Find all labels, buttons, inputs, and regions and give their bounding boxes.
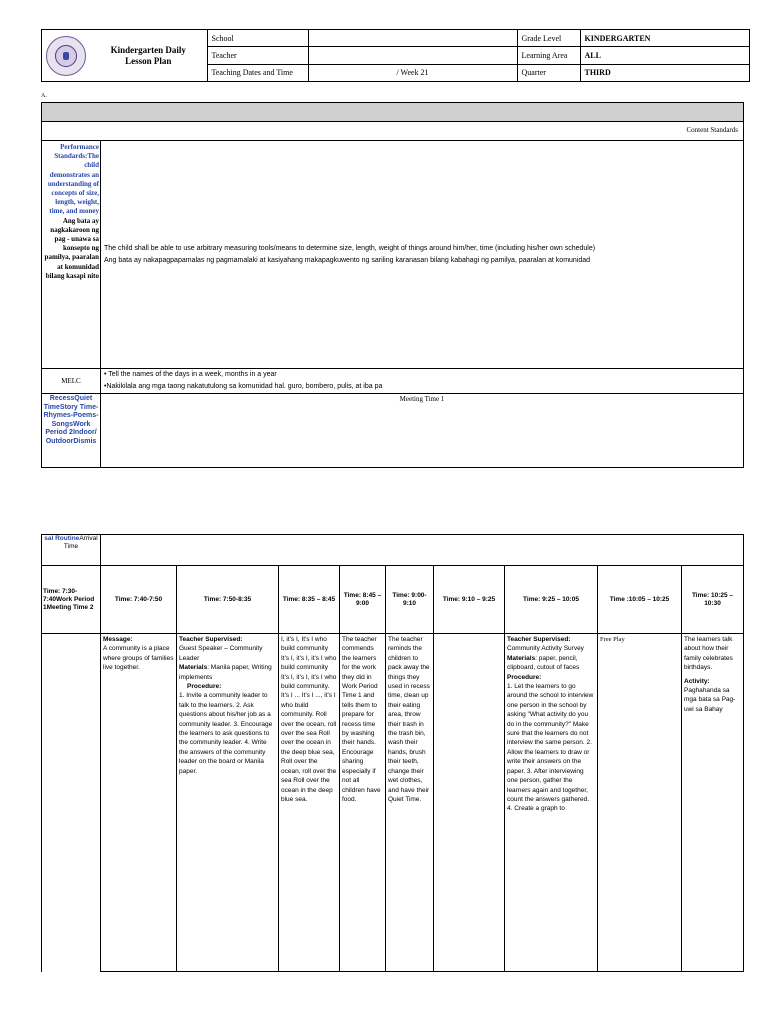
teacher-value [308, 47, 517, 64]
area-label: Learning Area [517, 47, 580, 64]
section-letter: A. [41, 93, 47, 99]
activity-cell-survey: Teacher Supervised: Community Activity Survey Materials: paper, pencil, clipboard, cutout of faces Procedure: 1. Let the learners to go around the school to interview one person in the school by asking "What activity do you do in the community?" Make sure that the learners do not interview the same person. 2. Allow the learners to draw or write their answers on the paper. 3. After interviewing one person, gather the learners again and together, count the answers gathered. 4. Create a graph to [505, 634, 598, 972]
teacher-label: Teacher [207, 47, 308, 64]
school-value [308, 30, 517, 47]
deped-seal-icon [46, 36, 86, 76]
activity-cell-0 [42, 634, 101, 972]
activity-cell-blank [434, 634, 505, 972]
grade-label: Grade Level [517, 30, 580, 47]
recess-schedule-label: RecessQuiet TimeStory Time-Rhymes-Poems-SongsWork Period 2Indoor/ OutdoorDismis [42, 394, 101, 468]
activity-cell-quiet-time: The teacher reminds the children to pack away the things they used in recess time, clean up their eating area, throw their trash in the trash bin, wash their hands, brush their teeth, change their wet clothes, and have their Quiet Time. [386, 634, 434, 972]
activity-cell-recess-prep: The teacher commends the learners for the work they did in Work Period Time 1 and tells them to prepare for recess time by washing their hands. Encourage sharing especially if not all children have food. [340, 634, 386, 972]
routine-label: sal RoutineArrival Time [42, 535, 101, 566]
time-header-9: Time: 10:25 – 10:30 [682, 566, 744, 634]
time-header-7: Time: 9:25 – 10:05 [505, 566, 598, 634]
performance-standards-text: The child shall be able to use arbitrary measuring tools/means to determine size, length, weight of things around him/her, time (including his/her own schedule) Ang bata ay nakapagpapamalas ng pagmamalaki at kasiyahang makapagkuwento ng sariling karanasan bilang kabahagi ng pamilya, paaralan at komunidad [101, 141, 744, 369]
time-header-2: Time: 7:50-8:35 [177, 566, 279, 634]
melc-content: • Tell the names of the days in a week, months in a year •Nakikilala ang mga taong nakatutulong sa komunidad hal. guro, bombero, pulis, at iba pa [101, 369, 744, 394]
time-header-4: Time: 8:45 – 9:00 [340, 566, 386, 634]
quarter-label: Quarter [517, 64, 580, 81]
dates-value: / Week 21 [308, 64, 517, 81]
grey-band [42, 103, 744, 122]
activity-cell-free-play: Free Play [598, 634, 682, 972]
quarter-value: THIRD [580, 64, 750, 81]
standards-table [41, 102, 744, 468]
schedule-table [41, 534, 744, 972]
routine-blank [101, 535, 744, 566]
time-header-5: Time: 9:00-9:10 [386, 566, 434, 634]
melc-label: MELC [42, 369, 101, 394]
performance-standards-label: Performance Standards:The child demonstrates an understanding of concepts of size, length, weight, time, and money Ang bata ay nagkakaroon ng pag - unawa sa konsepto ng pamilya, paaralan at komunidad bilang kasapi nito [42, 141, 101, 369]
activity-cell-song: I, it's I, It's I who build community It's I, it's I, it's I who build community It's I, it's I, it's I who build community. It's I ... It's I ..., it's I who build community. Roll over the ocean, roll over the sea Roll over the ocean in the deep blue sea, Roll over the ocean, roll over the sea Roll over the ocean in the deep blue sea. [279, 634, 340, 972]
activity-cell-message: Message: A community is a place where groups of families live together. [101, 634, 177, 972]
time-header-6: Time: 9:10 – 9:25 [434, 566, 505, 634]
header-table [41, 29, 750, 82]
grade-value: KINDERGARTEN [580, 30, 750, 47]
activity-cell-guest-speaker: Teacher Supervised: Guest Speaker – Community Leader Materials: Manila paper, Writing implements Procedure: 1. Invite a community leader to talk to the learners. 2. Ask questions about his/her job as a community leader. 3. Encourage the learners to ask questions to the community leader. 4. Write the answers of the community leader on the board or Manila paper. [177, 634, 279, 972]
title-cell [90, 30, 207, 82]
content-standards-heading: Content Standards [42, 122, 744, 141]
dates-label: Teaching Dates and Time [207, 64, 308, 81]
school-label: School [207, 30, 308, 47]
time-header-1: Time: 7:40-7:50 [101, 566, 177, 634]
time-header-0: Time: 7:30-7:40Work Period 1Meeting Time 2 [42, 566, 101, 634]
time-header-8: Time :10:05 – 10:25 [598, 566, 682, 634]
area-value: ALL [580, 47, 750, 64]
seal-cell [42, 30, 91, 82]
time-header-3: Time: 8:35 – 8:45 [279, 566, 340, 634]
lesson-plan-title: Kindergarten Daily Lesson Plan [110, 44, 186, 66]
meeting-time-1: Meeting Time 1 [101, 394, 744, 468]
activity-cell-birthdays: The learners talk about how their family celebrates birthdays. Activity: Paghahanda sa mga bata sa Pag-uwi sa Bahay [682, 634, 744, 972]
